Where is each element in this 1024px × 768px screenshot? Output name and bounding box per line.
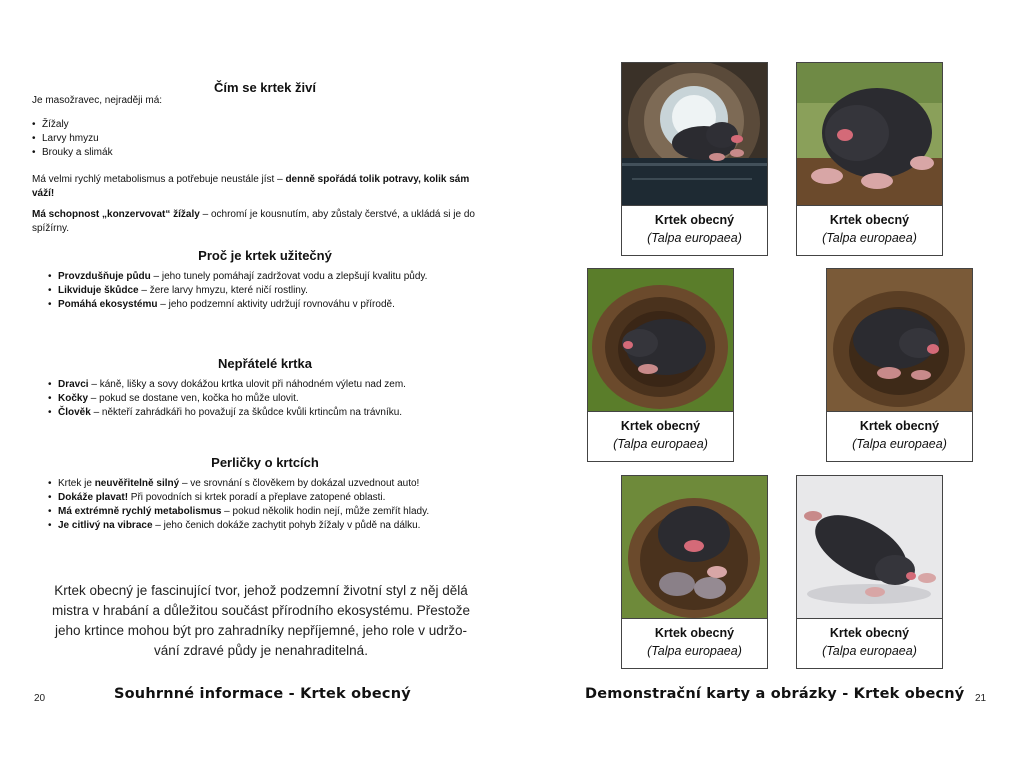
metabolism-paragraph (32, 173, 484, 201)
heading-enemies: Nepřátelé krtka (218, 356, 312, 371)
card-name: Krtek obecný (654, 626, 735, 640)
list-item: • Likviduje škůdce – žere larvy hmyzu, které ničí rostliny. (48, 284, 488, 298)
card-latin-name: (Talpa europaea) (647, 644, 742, 658)
card-name: Krtek obecný (620, 419, 701, 433)
mole-card (587, 268, 734, 462)
list-item: • Dokáže plavat! Při povodních si krtek poradí a přeplave zatopené oblasti. (48, 491, 493, 505)
mole-card (621, 62, 768, 256)
enemies-list (48, 378, 488, 420)
summary-paragraph (36, 581, 486, 661)
conserve-paragraph (32, 208, 484, 236)
mole-card (621, 475, 768, 669)
list-item: • Má extrémně rychlý metabolismus – pokud několik hodin nejí, může zemřít hlady. (48, 505, 493, 519)
mole-image (827, 269, 972, 412)
summary-line: mistra v hrabání a důležitou součást přírodního ekosystému. Přestože (52, 603, 470, 618)
summary-line: jeho krtince mohou být pro zahradníky nepříjemné, jeho role v udržo- (55, 623, 467, 638)
card-name: Krtek obecný (829, 626, 910, 640)
card-latin-name: (Talpa europaea) (613, 437, 708, 451)
list-item: • Je citlivý na vibrace – jeho čenich dokáže zachytit pohyb žížaly v půdě na dálku. (48, 519, 493, 533)
heading-useful: Proč je krtek užitečný (198, 248, 332, 263)
diet-intro: Je masožravec, nejraději má: (32, 95, 163, 106)
right-page (512, 0, 1024, 768)
mole-image (797, 63, 942, 206)
heading-facts: Perličky o krtcích (211, 455, 319, 470)
card-name: Krtek obecný (654, 213, 735, 227)
mole-card (826, 268, 973, 462)
conserve-bold: Má schopnost „konzervovat“ žížaly (32, 209, 200, 220)
summary-line: vání zdravé půdy je nenahraditelná. (154, 643, 368, 658)
footer-title-left: Souhrnné informace - Krtek obecný (114, 686, 411, 702)
diet-list (32, 118, 472, 160)
page-number-right: 21 (975, 693, 987, 704)
card-latin-name: (Talpa europaea) (647, 231, 742, 245)
mole-image (797, 476, 942, 619)
useful-list (48, 270, 488, 312)
mole-card (796, 62, 943, 256)
list-item: • Pomáhá ekosystému – jeho podzemní aktivity udržují rovnováhu v přírodě. (48, 298, 488, 312)
card-latin-name: (Talpa europaea) (822, 231, 917, 245)
card-name: Krtek obecný (829, 213, 910, 227)
conserve-text: – ochromí je kousnutím, aby zůstaly čerstvé, a ukládá si je do spížírny. (32, 209, 475, 234)
summary-line: Krtek obecný je fascinující tvor, jehož podzemní životní styl z něj dělá (54, 583, 468, 598)
mole-image (622, 63, 767, 206)
heading-diet: Čím se krtek živí (214, 80, 316, 95)
list-item: • Larvy hmyzu (32, 132, 472, 146)
mole-card (796, 475, 943, 669)
metabolism-text: Má velmi rychlý metabolismus a potřebuje neustále jíst – (32, 174, 286, 185)
card-name: Krtek obecný (859, 419, 940, 433)
mole-image (588, 269, 733, 412)
mole-image (622, 476, 767, 619)
list-item: • Dravci – káně, lišky a sovy dokážou krtka ulovit při náhodném výletu nad zem. (48, 378, 488, 392)
footer-title-right: Demonstrační karty a obrázky - Krtek obecný (585, 686, 965, 702)
page-number-left: 20 (34, 693, 46, 704)
list-item: • Žížaly (32, 118, 472, 132)
list-item: • Provzdušňuje půdu – jeho tunely pomáhají zadržovat vodu a zlepšují kvalitu půdy. (48, 270, 488, 284)
list-item: • Brouky a slimák (32, 146, 472, 160)
facts-list (48, 477, 493, 533)
list-item: • Krtek je neuvěřitelně silný – ve srovnání s člověkem by dokázal uzvednout auto! (48, 477, 493, 491)
card-latin-name: (Talpa europaea) (852, 437, 947, 451)
list-item: • Člověk – někteří zahrádkáři ho považují za škůdce kvůli krtincům na trávníku. (48, 406, 488, 420)
list-item: • Kočky – pokud se dostane ven, kočka ho může ulovit. (48, 392, 488, 406)
metabolism-bold: denně spořádá tolik potravy, kolik sám váží! (32, 174, 470, 199)
card-latin-name: (Talpa europaea) (822, 644, 917, 658)
